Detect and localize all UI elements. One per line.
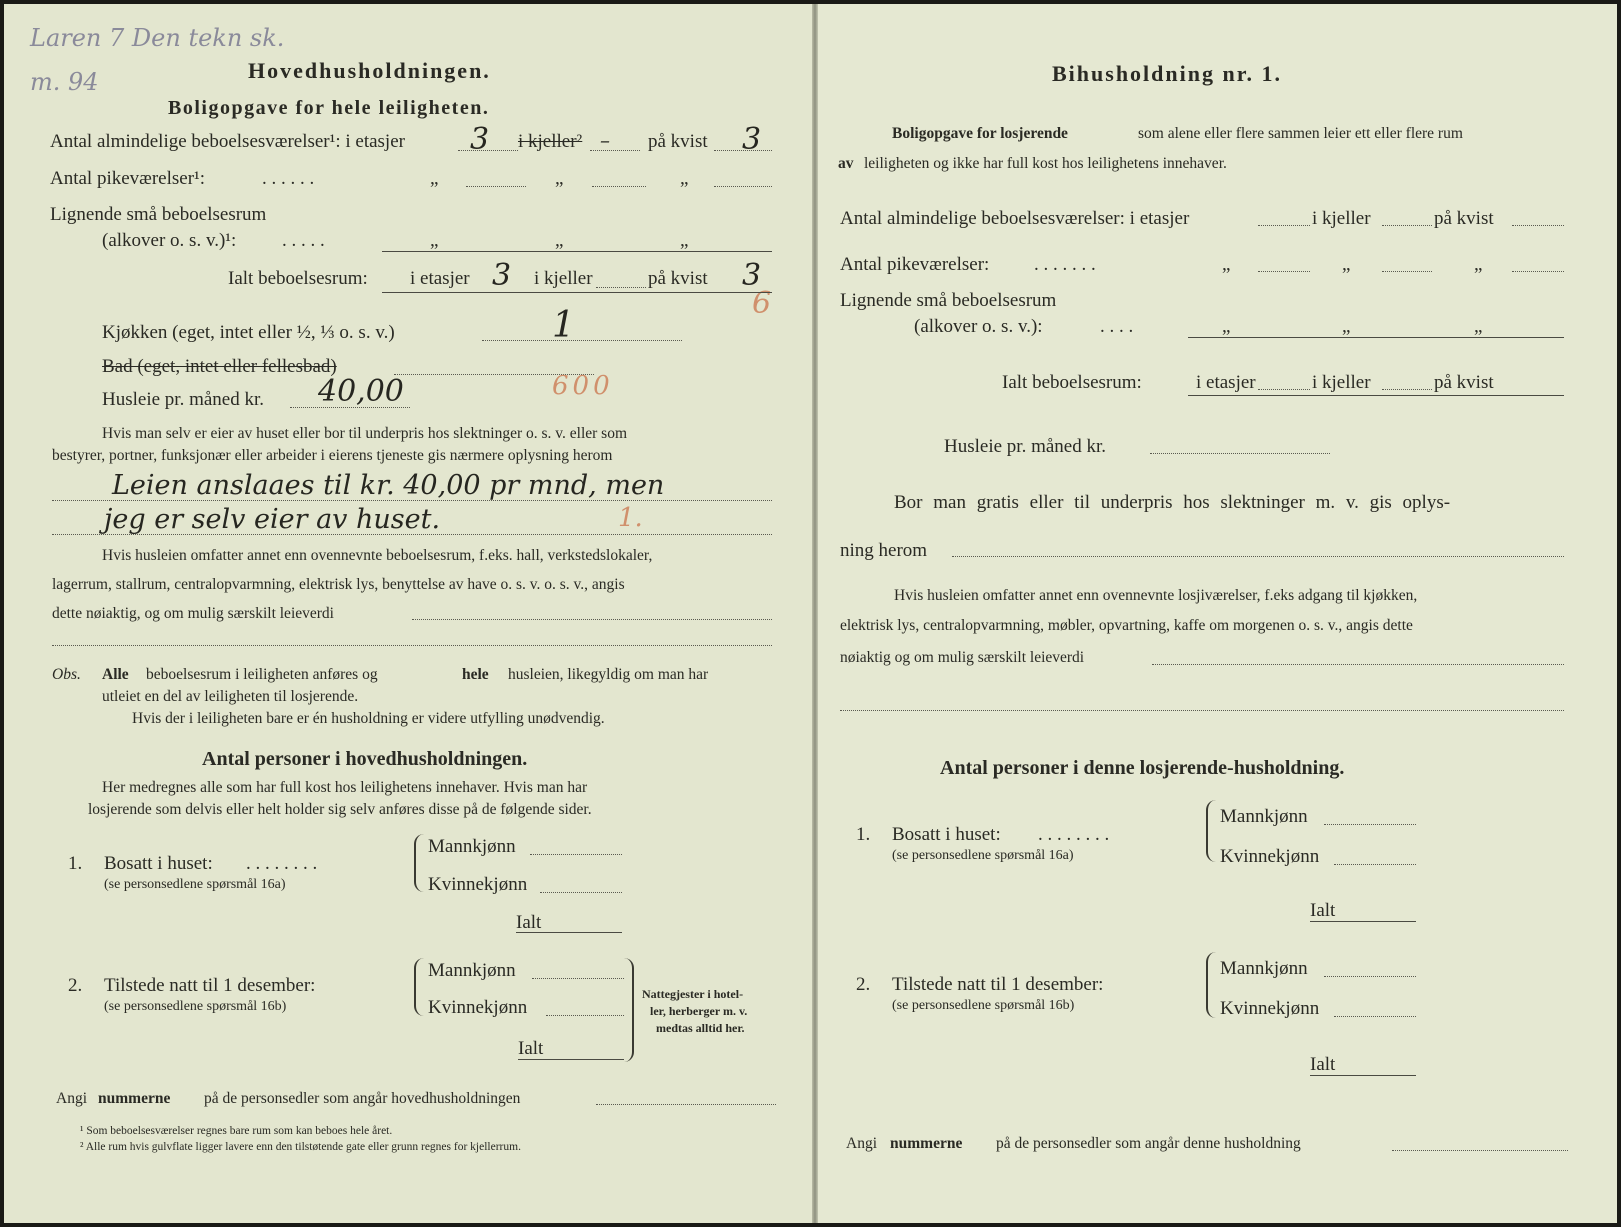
persons-text-2: losjerende som delvis eller helt holder sig selv anføres disse på de følgende sider. (88, 801, 592, 818)
includes-text-3: dette nøiaktig, og om mulig særskilt leieverdi (52, 605, 334, 622)
obs-text-2: utleiet en del av leiligheten til losjerende. (102, 688, 359, 705)
rooms-total-kvist-value: 3 (742, 258, 762, 293)
right-rooms-total-kvist-label: på kvist (1434, 372, 1494, 393)
right-page (818, 4, 1617, 1223)
right-gratis-2: ning herom (840, 540, 928, 561)
rent-red-note: 600 (552, 371, 614, 401)
q1-dots: . . . . . . . . (246, 853, 318, 874)
obs-text-3: Hvis der i leiligheten bare er én husholdning er videre utfylling unødvendig. (132, 710, 605, 727)
right-intro-1: som alene eller flere sammen leier ett eller flere rum (1138, 125, 1463, 142)
right-q1-number: 1. (856, 824, 871, 845)
right-alkover-label-2: (alkover o. s. v.): (914, 316, 1043, 337)
rooms-total-kjeller-label: i kjeller (534, 268, 593, 289)
right-rooms-total-kjeller-label: i kjeller (1312, 372, 1371, 393)
q2-male-label: Mannkjønn (428, 960, 516, 981)
right-q2-male-label: Mannkjønn (1220, 958, 1308, 979)
right-q1-female-label: Kvinnekjønn (1220, 846, 1320, 867)
q2-label: Tilstede natt til 1 desember: (104, 975, 316, 996)
q2-female-label: Kvinnekjønn (428, 997, 528, 1018)
rooms-row1-label: Antal almindelige beboelsesværelser¹: i etasjer (50, 131, 405, 152)
right-q1-dots: . . . . . . . . (1038, 824, 1110, 845)
footnote-1: ¹ Som beboelsesværelser regnes bare rum som kan beboes hele året. (80, 1125, 393, 1137)
angi-right-a: Angi (846, 1135, 877, 1152)
q2-number: 2. (68, 975, 83, 996)
right-alkover-dots: . . . . (1100, 316, 1134, 337)
kitchen-label: Kjøkken (eget, intet eller ½, ⅓ o. s. v.) (102, 322, 395, 343)
angi-right-c: på de personsedler som angår denne husholdning (996, 1135, 1301, 1152)
right-q1-label: Bosatt i huset: (892, 824, 1001, 845)
right-rooms-kjeller-label: i kjeller (1312, 208, 1371, 229)
includes-text-1: Hvis husleien omfatter annet enn ovennevnte beboelsesrum, f.eks. hall, verkstedslokaler, (102, 547, 653, 564)
bath-label: Bad (eget, intet eller fellesbad) (102, 356, 337, 377)
q1-brace (414, 834, 424, 892)
rooms-total-etasjer-value: 3 (492, 258, 512, 293)
right-persons-title: Antal personer i denne losjerende-husholdning. (940, 757, 1345, 779)
footnote-2: ² Alle rum hvis gulvflate ligger lavere enn den tilstøtende gate eller grunn regnes for kjellerrum. (80, 1141, 521, 1153)
night-guests-brace (624, 958, 634, 1062)
right-q1-total-label: Ialt (1310, 900, 1336, 921)
right-pike-ditto-1: „ (1222, 254, 1231, 275)
right-includes-text-1: Hvis husleien omfatter annet enn ovennevnte losjiværelser, f.eks adgang til kjøkken, (894, 587, 1418, 604)
page-title: Hovedhusholdningen. (248, 58, 491, 83)
right-includes-text-2: elektrisk lys, centralopvarmning, møbler, opvartning, kaffe om morgenen o. s. v., angis dette (840, 617, 1413, 634)
pike-ditto-2: „ (555, 168, 564, 189)
persons-text-1: Her medregnes alle som har full kost hos leilighetens innehaver. Hvis man har (102, 779, 588, 796)
handwriting-line-2: jeg er selv eier av huset. (104, 504, 441, 535)
alkover-ditto-3: „ (680, 230, 689, 251)
margin-note-1: Laren 7 Den tekn sk. (30, 24, 285, 52)
alkover-label-1: Lignende små beboelsesrum (50, 204, 267, 225)
right-rooms-total-label: Ialt beboelsesrum: (1002, 372, 1142, 393)
right-q1-ref: (se personsedlene spørsmål 16a) (892, 848, 1074, 863)
rooms-total-label: Ialt beboelsesrum: (228, 268, 368, 289)
rent-label: Husleie pr. måned kr. (102, 389, 264, 410)
q2-total-label: Ialt (518, 1038, 544, 1059)
right-alkover-ditto-3: „ (1474, 316, 1483, 337)
right-alkover-label-1: Lignende små beboelsesrum (840, 290, 1057, 311)
q2-brace (414, 958, 424, 1016)
alkover-label-2: (alkover o. s. v.)¹: (102, 230, 237, 251)
kitchen-value: 1 (552, 305, 575, 346)
obs-text-1a: beboelsesrum i leiligheten anføres og (146, 666, 378, 683)
pike-dots: . . . . . . (262, 168, 315, 189)
margin-note-2: m. 94 (30, 68, 99, 96)
owner-text-1: Hvis man selv er eier av huset eller bor til underpris hos slektninger o. s. v. eller som (102, 425, 628, 442)
alkover-ditto-1: „ (430, 230, 439, 251)
right-rooms-row1-label: Antal almindelige beboelsesværelser: i etasjer (840, 208, 1190, 229)
rooms-kvist-label: på kvist (648, 131, 708, 152)
handwriting-red-mark: 1. (618, 503, 643, 533)
right-q2-label: Tilstede natt til 1 desember: (892, 974, 1104, 995)
right-q2-ref: (se personsedlene spørsmål 16b) (892, 998, 1075, 1013)
right-pike-label: Antal pikeværelser: (840, 254, 990, 275)
right-intro-bold: Boligopgave for losjerende (892, 125, 1068, 142)
right-includes-text-3: nøiaktig og om mulig særskilt leieverdi (840, 649, 1085, 666)
right-q1-male-label: Mannkjønn (1220, 806, 1308, 827)
angi-left-a: Angi (56, 1090, 87, 1107)
right-q2-total-label: Ialt (1310, 1054, 1336, 1075)
right-rooms-kvist-label: på kvist (1434, 208, 1494, 229)
night-guests-1: Nattegjester i hotel- (642, 987, 744, 1001)
rooms-kjeller-value: – (600, 128, 610, 152)
q1-number: 1. (68, 853, 83, 874)
night-guests-3: medtas alltid her. (656, 1021, 745, 1035)
q2-ref: (se personsedlene spørsmål 16b) (104, 999, 287, 1014)
q1-ref: (se personsedlene spørsmål 16a) (104, 877, 286, 892)
night-guests-2: ler, herberger m. v. (650, 1004, 748, 1018)
right-alkover-ditto-2: „ (1342, 316, 1351, 337)
right-q1-brace (1206, 800, 1216, 862)
alkover-dots: . . . . . (282, 230, 325, 251)
angi-left-b: nummerne (98, 1090, 171, 1107)
right-intro-av: av (838, 155, 854, 172)
owner-text-2: bestyrer, portner, funksjonær eller arbeider i eierens tjeneste gis nærmere oplysning herom (52, 447, 613, 464)
right-q2-female-label: Kvinnekjønn (1220, 998, 1320, 1019)
right-gratis-1: Bor man gratis eller til underpris hos slektninger m. v. gis oplys- (894, 492, 1451, 513)
pike-ditto-3: „ (680, 168, 689, 189)
pike-label: Antal pikeværelser¹: (50, 168, 206, 189)
q1-label: Bosatt i huset: (104, 853, 213, 874)
right-q2-number: 2. (856, 974, 871, 995)
rooms-etasjer-value: 3 (470, 122, 490, 157)
obs-label: Obs. (52, 666, 81, 683)
right-pike-ditto-2: „ (1342, 254, 1351, 275)
pike-ditto-1: „ (430, 168, 439, 189)
right-pike-dots: . . . . . . . (1034, 254, 1096, 275)
right-page-title: Bihusholdning nr. 1. (1052, 61, 1282, 86)
rent-value: 40,00 (318, 374, 404, 409)
q1-female-label: Kvinnekjønn (428, 874, 528, 895)
obs-hele: hele (462, 666, 489, 683)
right-alkover-ditto-1: „ (1222, 316, 1231, 337)
rooms-total-etasjer-label: i etasjer (410, 268, 470, 289)
right-intro-2: leiligheten og ikke har full kost hos leilighetens innehaver. (864, 155, 1227, 172)
angi-right-b: nummerne (890, 1135, 963, 1152)
page-subtitle: Boligopgave for hele leiligheten. (168, 97, 490, 119)
angi-left-c: på de personsedler som angår hovedhusholdningen (204, 1090, 521, 1107)
rooms-kvist-value: 3 (742, 122, 762, 157)
right-q2-brace (1206, 952, 1216, 1018)
right-rooms-total-etasjer-label: i etasjer (1196, 372, 1256, 393)
handwriting-line-1: Leien anslaaes til kr. 40,00 pr mnd, men (112, 470, 665, 501)
right-pike-ditto-3: „ (1474, 254, 1483, 275)
obs-alle: Alle (102, 666, 129, 683)
right-rent-label: Husleie pr. måned kr. (944, 436, 1106, 457)
alkover-ditto-2: „ (555, 230, 564, 251)
persons-title: Antal personer i hovedhusholdningen. (202, 748, 528, 770)
rooms-total-red-note: 6 (752, 286, 772, 321)
rooms-kjeller-label: i kjeller² (518, 131, 583, 152)
q1-male-label: Mannkjønn (428, 836, 516, 857)
rooms-total-kvist-label: på kvist (648, 268, 708, 289)
obs-text-1b: husleien, likegyldig om man har (508, 666, 709, 683)
q1-total-label: Ialt (516, 912, 542, 933)
includes-text-2: lagerrum, stallrum, centralopvarmning, elektrisk lys, benyttelse av have o. s. v. o. s. v., angis (52, 576, 625, 593)
